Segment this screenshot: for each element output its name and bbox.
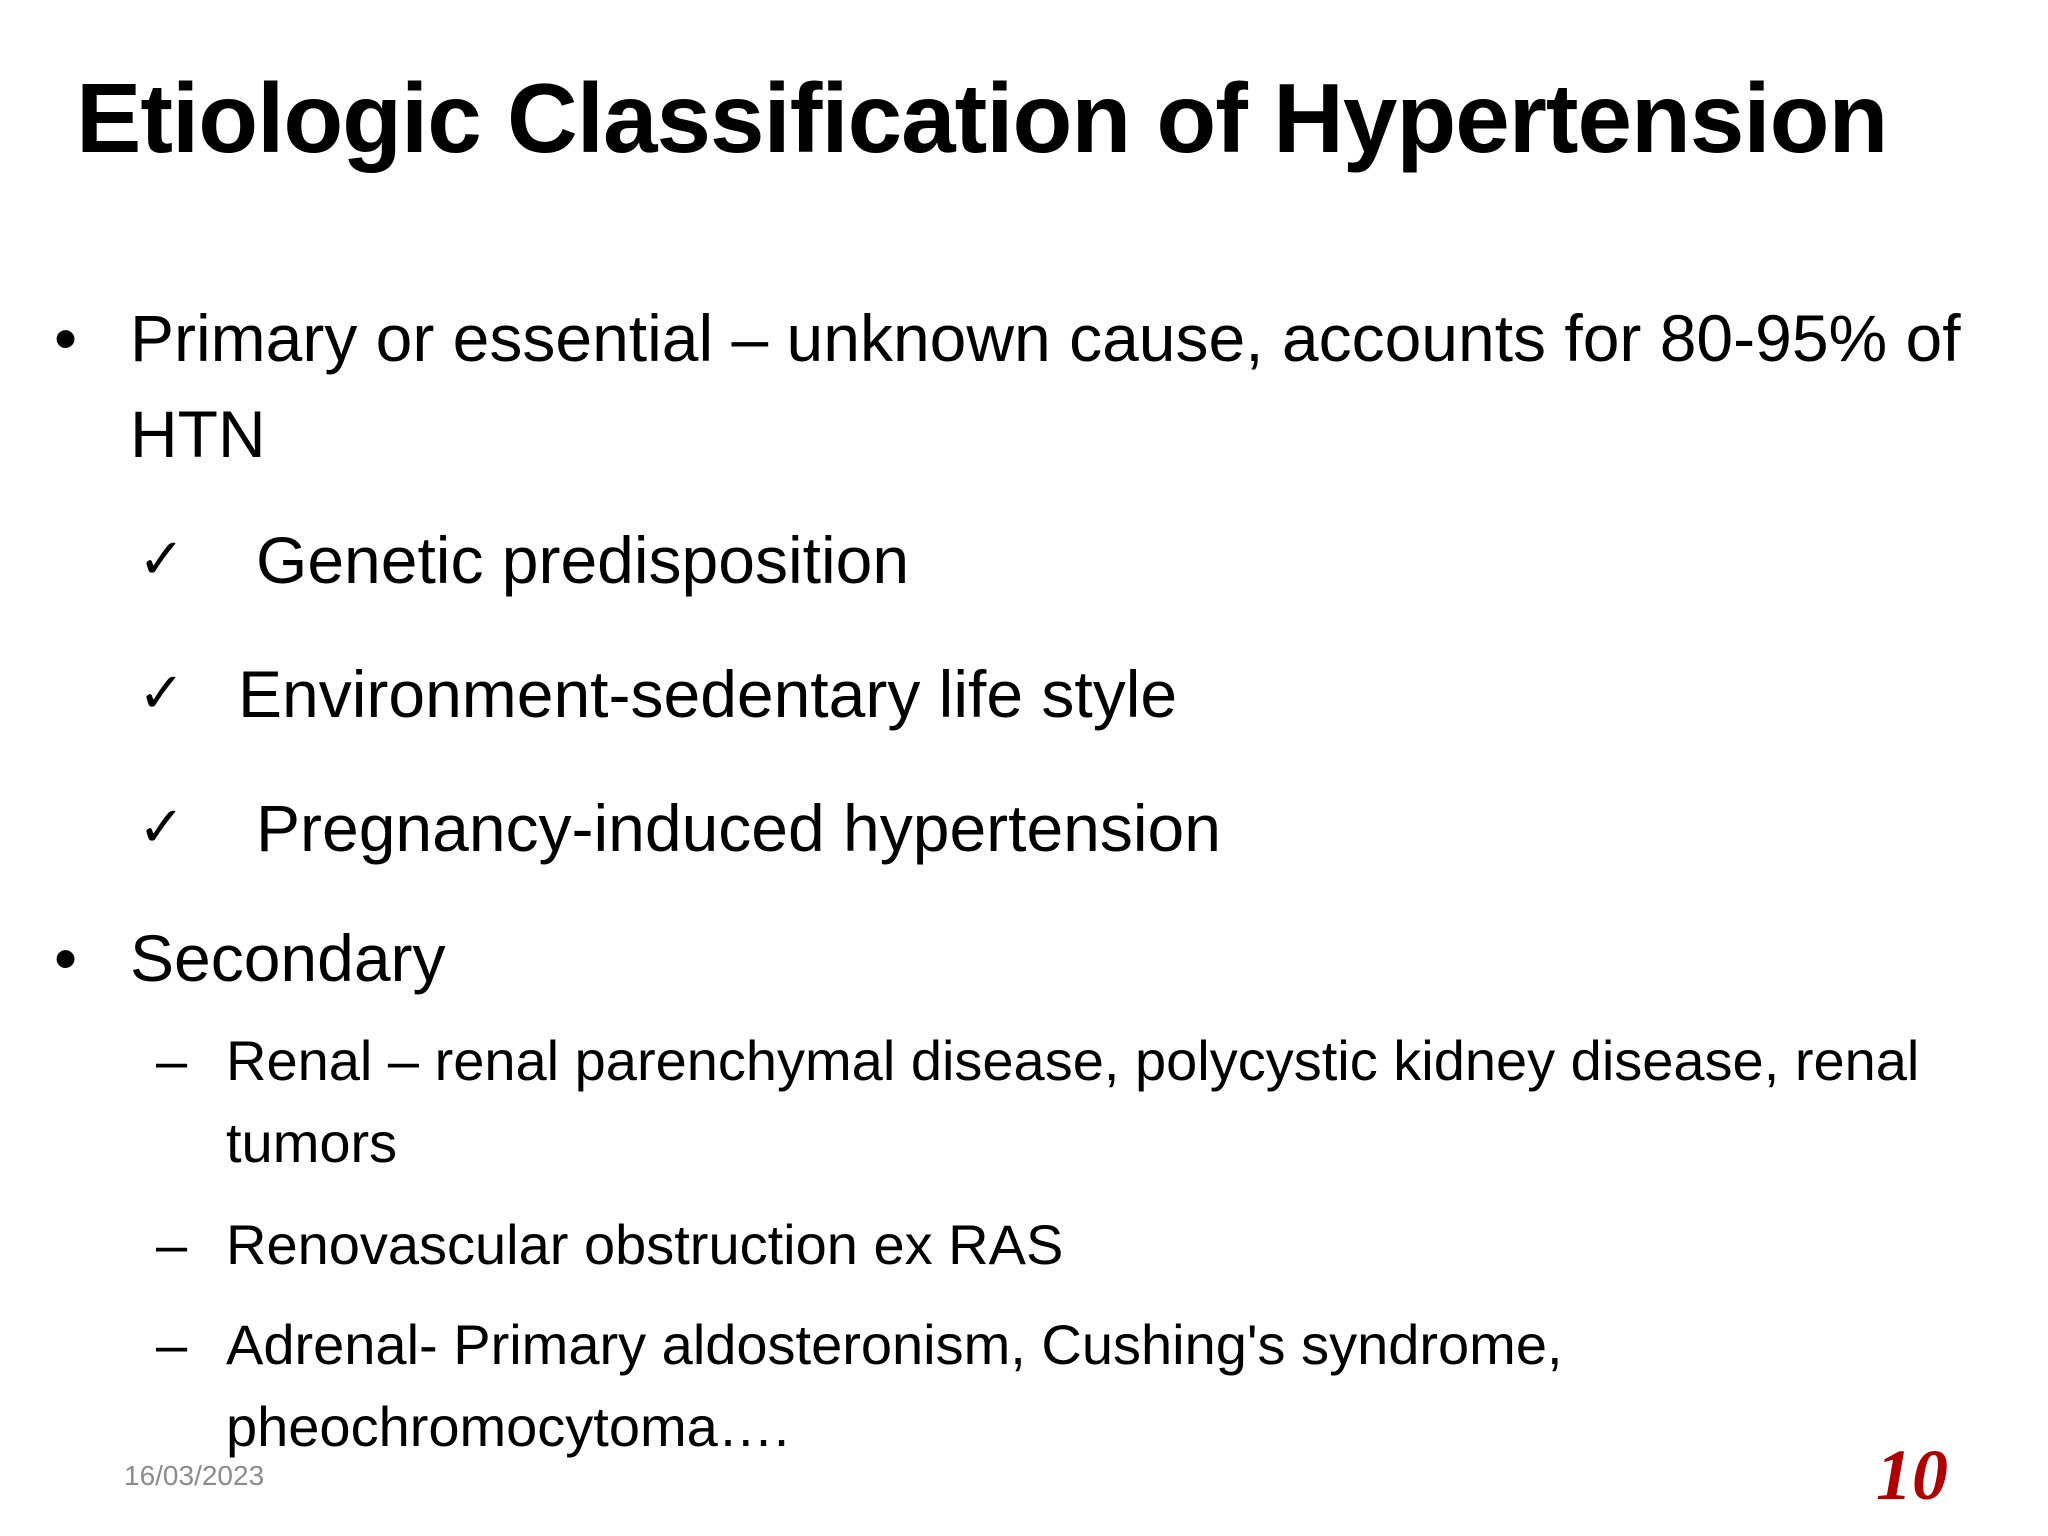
sub-item-text: Adrenal- Primary aldosteronism, Cushing's syndrome, pheochromocytoma…. [226, 1313, 1563, 1458]
checkmark-icon: ✓ [138, 661, 185, 726]
slide-title: Etiologic Classification of Hypertension [76, 63, 1888, 173]
bullet-text: Primary or essential – unknown cause, accounts for 80-95% of HTN [130, 301, 1961, 471]
dash-marker: – [156, 1213, 188, 1276]
bullet-marker: • [54, 301, 78, 375]
dash-marker: – [156, 1029, 188, 1092]
bullet-text: Secondary [130, 921, 446, 995]
check-item-text: Pregnancy-induced hypertension [256, 791, 1221, 865]
sub-item-text: Renal – renal parenchymal disease, polycystic kidney disease, renal tumors [226, 1029, 1920, 1174]
bullet-marker: • [54, 921, 78, 995]
footer-date: 16/03/2023 [124, 1460, 265, 1491]
check-item-text: Environment-sedentary life style [238, 657, 1178, 731]
check-item-text: Genetic predisposition [256, 523, 910, 597]
dash-marker: – [156, 1313, 188, 1376]
page-number: 10 [1876, 1435, 1948, 1515]
checkmark-icon: ✓ [138, 795, 185, 860]
sub-item-text: Renovascular obstruction ex RAS [226, 1213, 1064, 1276]
checkmark-icon: ✓ [138, 527, 185, 592]
